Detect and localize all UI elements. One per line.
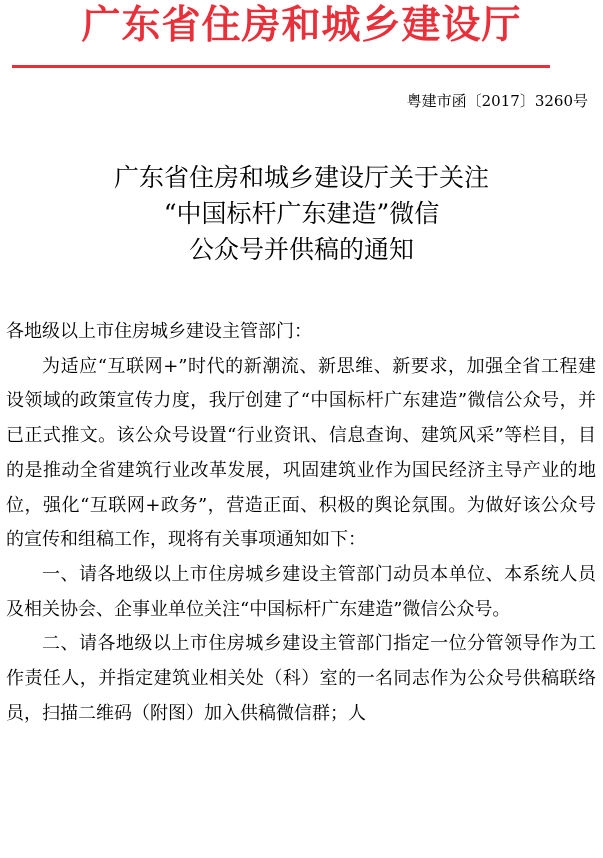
title-line-1: 广东省住房和城乡建设厅关于关注 [113,163,489,192]
title-line-2: “中国标杆广东建造”微信 [163,199,440,228]
letterhead-org-name: 广东省住房和城乡建设厅 [81,3,522,48]
body-paragraph: 一、请各地级以上市住房城乡建设主管部门动员本单位、本系统人员及相关协会、企事业单位关注“中国标杆广东建造”微信公众号。 [6,563,596,620]
body-paragraph: 二、请各地级以上市住房城乡建设主管部门指定一位分管领导作为工作责任人，并指定建筑业相关处（科）室的一名同志作为公众号供稿联络员，扫描二维码（附图）加入供稿微信群；人 [6,633,596,724]
document-number: 粤建市函〔2017〕3260号 [406,92,588,110]
document-title [0,160,603,268]
title-line-3: 公众号并供稿的通知 [188,235,414,264]
body-paragraph: 为适应“互联网+”时代的新潮流、新思维、新要求，加强全省工程建设领域的政策宣传力度，我厅创建了“中国标杆广东建造”微信公众号，并已正式推文。该公众号设置“行业资讯、信息查询、建筑风采”等栏目，目的是推动全省建筑行业改革发展，巩固建筑业作为国民经济主导产业的地位，强化“互联网+政务”，营造正面、积极的舆论氛围。为做好该公众号的宣传和组稿工作，现将有关事项通知如下： [6,355,596,551]
salutation: 各地级以上市住房城乡建设主管部门： [6,321,312,342]
letterhead-red-rule [12,65,550,68]
document-body [6,315,596,731]
